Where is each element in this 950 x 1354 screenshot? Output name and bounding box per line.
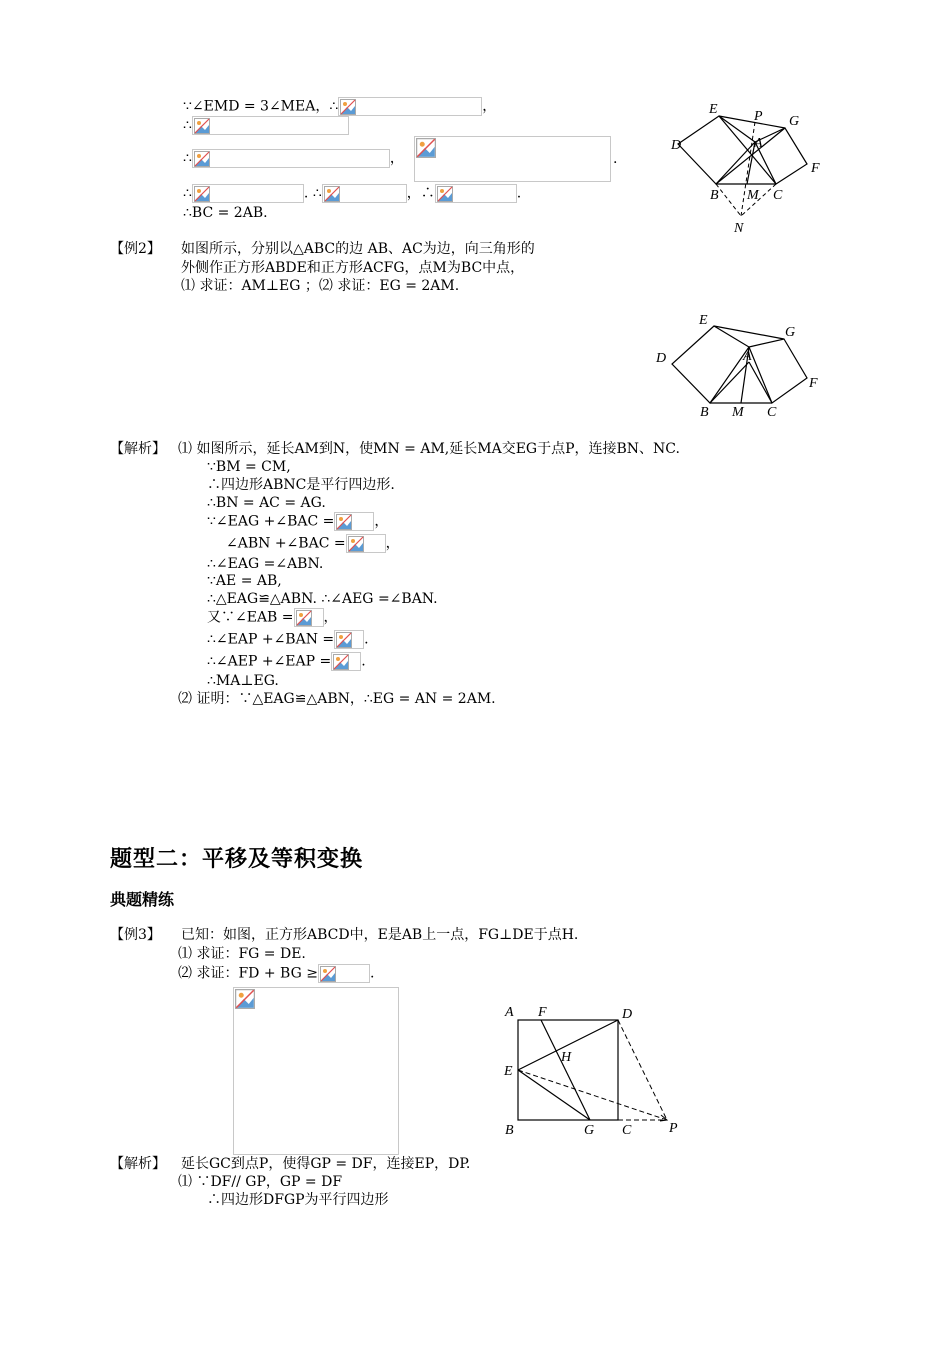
- solution-text: ∴∠EAP +∠BAN = .: [207, 631, 369, 648]
- point-label: A: [505, 1005, 514, 1020]
- punct: .: [613, 151, 618, 167]
- point-label: P: [669, 1121, 678, 1136]
- broken-image-icon: [194, 186, 210, 202]
- point-label: B: [710, 188, 719, 203]
- broken-image-icon: [340, 99, 356, 115]
- solution-text: ∵AE = AB,: [207, 573, 282, 589]
- figure-3-diagram: [498, 1000, 688, 1140]
- proof-line: ∴ ，: [183, 150, 404, 167]
- problem-text: 已知：如图，正方形ABCD中，E是AB上一点，FG⊥DE于点H.: [181, 927, 579, 943]
- formula-image: [192, 116, 349, 135]
- formula-image: [318, 964, 370, 983]
- broken-image-icon: [235, 989, 255, 1009]
- problem-text: ⑴ 求证：AM⊥EG ；⑵ 求证：EG = 2AM.: [181, 278, 460, 294]
- solution-tag: 【解析】: [110, 1156, 166, 1172]
- proof-line: ∴: [183, 116, 349, 135]
- solution-text: ∴四边形DFGP为平行四边形: [207, 1192, 389, 1208]
- formula-image: [435, 184, 517, 203]
- square-acfg: [755, 128, 807, 184]
- point-label: A: [754, 136, 763, 151]
- problem-text: 外侧作正方形ABDE和正方形ACFG，点M为BC中点，: [181, 260, 525, 276]
- solution-text: 又∵∠EAB = ，: [207, 609, 338, 626]
- point-label: M: [747, 188, 759, 203]
- broken-image-icon: [336, 514, 352, 530]
- square-abde: [672, 326, 749, 403]
- broken-image-icon: [194, 151, 210, 167]
- solution-text: ∴MA⊥EG.: [207, 673, 279, 689]
- broken-image-icon: [437, 186, 453, 202]
- figure-2-diagram: [652, 310, 827, 425]
- point-label: C: [622, 1123, 632, 1138]
- solution-text: ∵∠EAG +∠BAC = ，: [207, 513, 389, 530]
- formula-image: [346, 534, 386, 553]
- broken-image-icon: [296, 610, 312, 626]
- point-label: D: [671, 138, 682, 153]
- formula-image: [294, 608, 324, 627]
- problem-text: ⑵ 求证：FD + BG ≥ .: [178, 965, 375, 982]
- point-label: N: [734, 221, 744, 236]
- broken-image-icon: [333, 654, 349, 670]
- formula-image: [322, 184, 407, 203]
- point-label: F: [809, 376, 818, 391]
- point-label: C: [767, 405, 777, 420]
- proof-line: ∴BC = 2AB.: [183, 205, 268, 221]
- proof-line: ∵∠EMD = 3∠MEA，∴ ，: [183, 98, 497, 115]
- broken-image-icon: [324, 186, 340, 202]
- point-label: H: [561, 1050, 572, 1065]
- formula-image: [414, 136, 611, 182]
- formula-image: [334, 630, 364, 649]
- solution-text: 延长GC到点P，使得GP = DF，连接EP，DP.: [181, 1156, 471, 1172]
- solution-tag: 【解析】: [110, 441, 166, 457]
- point-label: E: [709, 102, 718, 117]
- solution-text: ⑴ 如图所示，延长AM到N，使MN = AM,延长MA交EG于点P，连接BN、NC.: [178, 441, 680, 457]
- formula-image: [192, 184, 304, 203]
- point-label: G: [789, 114, 800, 129]
- section-subtitle: 典题精练: [110, 890, 175, 909]
- solution-text: ⑵ 证明：∵△EAG≌△ABN，∴EG = AN = 2AM.: [178, 691, 496, 707]
- square-acfg: [749, 339, 807, 403]
- point-label: P: [754, 109, 763, 124]
- solution-text: ∴四边形ABNC是平行四边形.: [207, 477, 395, 493]
- broken-image-icon: [194, 118, 210, 134]
- formula-image: [331, 652, 361, 671]
- solution-text: ∴△EAG≌△ABN. ∴∠AEG =∠BAN.: [207, 591, 438, 607]
- solution-text: ∴BN = AC = AG.: [207, 495, 326, 511]
- point-label: C: [773, 188, 783, 203]
- broken-image-icon: [320, 966, 336, 982]
- example-tag: 【例3】: [110, 927, 161, 943]
- formula-image: [334, 512, 374, 531]
- point-label: G: [584, 1123, 595, 1138]
- point-label: A: [743, 349, 752, 364]
- point-label: F: [811, 161, 820, 176]
- solution-text: ∴∠EAG =∠ABN.: [207, 556, 324, 572]
- point-label: B: [505, 1123, 514, 1138]
- problem-text: ⑴ 求证：FG = DE.: [178, 946, 306, 962]
- point-label: F: [538, 1005, 547, 1020]
- broken-image-icon: [416, 138, 436, 158]
- solution-text: ∠ABN +∠BAC = ，: [226, 535, 400, 552]
- point-label: E: [504, 1064, 513, 1079]
- section-title: 题型二：平移及等积变换: [110, 846, 364, 872]
- formula-image: [338, 97, 482, 116]
- proof-line: ∴ . ∴ ，∴ .: [183, 185, 522, 202]
- square-abde: [678, 116, 755, 184]
- broken-image-icon: [348, 536, 364, 552]
- example-tag: 【例2】: [110, 241, 161, 257]
- figure-image: [233, 987, 399, 1155]
- solution-text: ∵BM = CM,: [207, 459, 291, 475]
- point-label: D: [622, 1007, 633, 1022]
- point-label: B: [700, 405, 709, 420]
- problem-text: 如图所示，分别以△ABC的边 AB、AC为边，向三角形的: [181, 241, 535, 257]
- broken-image-icon: [336, 632, 352, 648]
- point-label: M: [732, 405, 744, 420]
- point-label: E: [699, 313, 708, 328]
- formula-image: [192, 149, 390, 168]
- solution-text: ⑴ ∵DF// GP，GP = DF: [178, 1174, 343, 1190]
- figure-1-diagram: [665, 98, 825, 238]
- point-label: G: [785, 325, 796, 340]
- solution-text: ∴∠AEP +∠EAP = .: [207, 653, 366, 670]
- point-label: D: [656, 351, 667, 366]
